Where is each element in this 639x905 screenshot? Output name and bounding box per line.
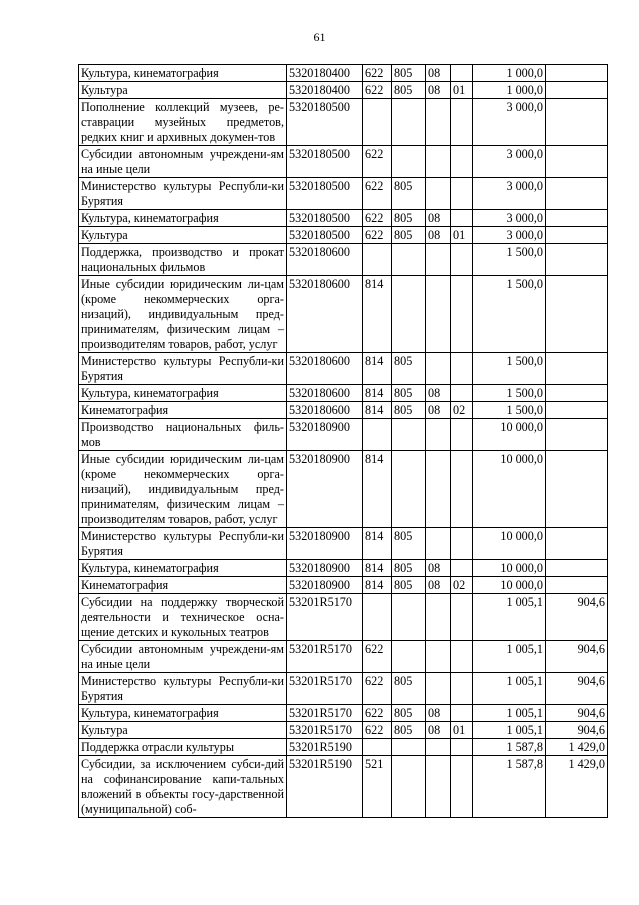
expense-type-cell: 814 [363, 528, 392, 560]
row-name-cell: Министерство культуры Республи-ки Бурятия [79, 528, 287, 560]
amount-cell: 1 005,1 [473, 722, 546, 739]
table-row [79, 244, 608, 276]
table-row [79, 451, 608, 528]
section-cell [426, 673, 451, 705]
target-code-cell: 53201R5170 [287, 673, 363, 705]
table-row [79, 577, 608, 594]
expense-type-cell: 814 [363, 560, 392, 577]
row-name-cell: Производство национальных филь-мов [79, 419, 287, 451]
subsection-cell [451, 419, 473, 451]
table-row [79, 65, 608, 82]
amount-cell: 3 000,0 [473, 227, 546, 244]
subsection-cell [451, 560, 473, 577]
ministry-code-cell: 805 [392, 178, 426, 210]
federal-amount-cell [546, 385, 608, 402]
row-name-cell: Субсидии на поддержку творческой деятельности и техническое осна-щение детских и кукольных театров [79, 594, 287, 641]
subsection-cell [451, 276, 473, 353]
expense-type-cell: 622 [363, 65, 392, 82]
expense-type-cell: 622 [363, 178, 392, 210]
target-code-cell: 5320180900 [287, 419, 363, 451]
subsection-cell [451, 178, 473, 210]
target-code-cell: 53201R5190 [287, 739, 363, 756]
section-cell [426, 178, 451, 210]
budget-table-body [79, 65, 608, 818]
row-name-cell: Поддержка, производство и прокат национальных фильмов [79, 244, 287, 276]
section-cell [426, 419, 451, 451]
ministry-code-cell [392, 756, 426, 818]
table-row [79, 705, 608, 722]
expense-type-cell [363, 594, 392, 641]
table-row [79, 419, 608, 451]
amount-cell: 1 587,8 [473, 756, 546, 818]
ministry-code-cell [392, 641, 426, 673]
row-name-cell: Культура, кинематография [79, 65, 287, 82]
table-row [79, 353, 608, 385]
expense-type-cell [363, 99, 392, 146]
row-name-cell: Субсидии автономным учреждени-ям на иные цели [79, 641, 287, 673]
ministry-code-cell: 805 [392, 353, 426, 385]
federal-amount-cell [546, 210, 608, 227]
expense-type-cell: 814 [363, 353, 392, 385]
ministry-code-cell: 805 [392, 673, 426, 705]
target-code-cell: 5320180500 [287, 210, 363, 227]
ministry-code-cell: 805 [392, 402, 426, 419]
ministry-code-cell: 805 [392, 65, 426, 82]
section-cell: 08 [426, 385, 451, 402]
expense-type-cell: 814 [363, 385, 392, 402]
expense-type-cell: 622 [363, 722, 392, 739]
section-cell: 08 [426, 82, 451, 99]
amount-cell: 1 005,1 [473, 641, 546, 673]
row-name-cell: Культура, кинематография [79, 705, 287, 722]
page-number: 61 [313, 30, 326, 44]
row-name-cell: Культура, кинематография [79, 385, 287, 402]
subsection-cell: 02 [451, 577, 473, 594]
subsection-cell: 02 [451, 402, 473, 419]
target-code-cell: 53201R5170 [287, 722, 363, 739]
section-cell: 08 [426, 402, 451, 419]
subsection-cell [451, 99, 473, 146]
ministry-code-cell [392, 99, 426, 146]
amount-cell: 10 000,0 [473, 577, 546, 594]
section-cell [426, 594, 451, 641]
ministry-code-cell: 805 [392, 705, 426, 722]
expense-type-cell: 622 [363, 641, 392, 673]
table-row [79, 528, 608, 560]
row-name-cell: Кинематография [79, 402, 287, 419]
section-cell [426, 353, 451, 385]
section-cell [426, 739, 451, 756]
ministry-code-cell: 805 [392, 528, 426, 560]
amount-cell: 1 005,1 [473, 673, 546, 705]
expense-type-cell: 622 [363, 705, 392, 722]
row-name-cell: Кинематография [79, 577, 287, 594]
table-row [79, 99, 608, 146]
table-row [79, 641, 608, 673]
amount-cell: 3 000,0 [473, 178, 546, 210]
ministry-code-cell [392, 594, 426, 641]
federal-amount-cell [546, 276, 608, 353]
section-cell [426, 756, 451, 818]
target-code-cell: 53201R5170 [287, 641, 363, 673]
ministry-code-cell: 805 [392, 722, 426, 739]
table-row [79, 82, 608, 99]
row-name-cell: Культура [79, 722, 287, 739]
section-cell [426, 451, 451, 528]
row-name-cell: Культура, кинематография [79, 210, 287, 227]
table-row [79, 276, 608, 353]
target-code-cell: 5320180400 [287, 82, 363, 99]
federal-amount-cell [546, 528, 608, 560]
subsection-cell [451, 385, 473, 402]
ministry-code-cell: 805 [392, 82, 426, 99]
expense-type-cell: 622 [363, 227, 392, 244]
section-cell [426, 244, 451, 276]
subsection-cell [451, 641, 473, 673]
amount-cell: 10 000,0 [473, 451, 546, 528]
target-code-cell: 5320180900 [287, 577, 363, 594]
federal-amount-cell [546, 402, 608, 419]
amount-cell: 3 000,0 [473, 146, 546, 178]
row-name-cell: Пополнение коллекций музеев, ре-ставрации музейных предметов, редких книг и архивных докумен-тов [79, 99, 287, 146]
target-code-cell: 5320180900 [287, 528, 363, 560]
expense-type-cell: 521 [363, 756, 392, 818]
subsection-cell: 01 [451, 227, 473, 244]
amount-cell: 3 000,0 [473, 210, 546, 227]
target-code-cell: 5320180500 [287, 178, 363, 210]
federal-amount-cell: 1 429,0 [546, 739, 608, 756]
subsection-cell: 01 [451, 82, 473, 99]
target-code-cell: 5320180500 [287, 146, 363, 178]
federal-amount-cell [546, 577, 608, 594]
expense-type-cell [363, 739, 392, 756]
amount-cell: 1 500,0 [473, 402, 546, 419]
expense-type-cell: 622 [363, 146, 392, 178]
subsection-cell [451, 705, 473, 722]
ministry-code-cell: 805 [392, 385, 426, 402]
amount-cell: 1 000,0 [473, 65, 546, 82]
table-row [79, 385, 608, 402]
target-code-cell: 5320180600 [287, 402, 363, 419]
target-code-cell: 53201R5190 [287, 756, 363, 818]
amount-cell: 1 500,0 [473, 244, 546, 276]
subsection-cell [451, 594, 473, 641]
budget-table [78, 64, 608, 818]
section-cell [426, 641, 451, 673]
target-code-cell: 5320180400 [287, 65, 363, 82]
section-cell: 08 [426, 560, 451, 577]
expense-type-cell: 814 [363, 276, 392, 353]
row-name-cell: Культура [79, 227, 287, 244]
row-name-cell: Субсидии, за исключением субси-дий на софинансирование капи-тальных вложений в объекты госу-дарственной (муниципальной) соб- [79, 756, 287, 818]
table-row [79, 560, 608, 577]
target-code-cell: 53201R5170 [287, 594, 363, 641]
amount-cell: 10 000,0 [473, 419, 546, 451]
subsection-cell: 01 [451, 722, 473, 739]
expense-type-cell: 622 [363, 673, 392, 705]
ministry-code-cell [392, 146, 426, 178]
amount-cell: 10 000,0 [473, 528, 546, 560]
row-name-cell: Министерство культуры Республи-ки Бурятия [79, 353, 287, 385]
table-row [79, 722, 608, 739]
section-cell: 08 [426, 705, 451, 722]
table-row [79, 594, 608, 641]
section-cell [426, 528, 451, 560]
amount-cell: 1 000,0 [473, 82, 546, 99]
subsection-cell [451, 739, 473, 756]
row-name-cell: Иные субсидии юридическим ли-цам (кроме некоммерческих орга-низаций), индивидуальным пред-принимателям, физическим лицам – производителям товаров, работ, услуг [79, 276, 287, 353]
federal-amount-cell [546, 451, 608, 528]
federal-amount-cell: 904,6 [546, 641, 608, 673]
amount-cell: 3 000,0 [473, 99, 546, 146]
row-name-cell: Министерство культуры Республи-ки Бурятия [79, 178, 287, 210]
expense-type-cell [363, 419, 392, 451]
ministry-code-cell: 805 [392, 560, 426, 577]
target-code-cell: 5320180600 [287, 385, 363, 402]
federal-amount-cell [546, 560, 608, 577]
expense-type-cell: 814 [363, 402, 392, 419]
federal-amount-cell [546, 353, 608, 385]
amount-cell: 1 005,1 [473, 705, 546, 722]
subsection-cell [451, 210, 473, 227]
federal-amount-cell [546, 82, 608, 99]
row-name-cell: Культура [79, 82, 287, 99]
row-name-cell: Культура, кинематография [79, 560, 287, 577]
federal-amount-cell [546, 146, 608, 178]
section-cell [426, 146, 451, 178]
ministry-code-cell [392, 276, 426, 353]
federal-amount-cell: 904,6 [546, 722, 608, 739]
federal-amount-cell: 904,6 [546, 705, 608, 722]
federal-amount-cell [546, 99, 608, 146]
subsection-cell [451, 756, 473, 818]
federal-amount-cell [546, 244, 608, 276]
federal-amount-cell [546, 178, 608, 210]
expense-type-cell: 622 [363, 210, 392, 227]
amount-cell: 1 587,8 [473, 739, 546, 756]
ministry-code-cell [392, 739, 426, 756]
ministry-code-cell: 805 [392, 210, 426, 227]
target-code-cell: 5320180600 [287, 244, 363, 276]
federal-amount-cell: 1 429,0 [546, 756, 608, 818]
expense-type-cell [363, 244, 392, 276]
target-code-cell: 5320180900 [287, 451, 363, 528]
target-code-cell: 5320180600 [287, 353, 363, 385]
federal-amount-cell [546, 65, 608, 82]
subsection-cell [451, 673, 473, 705]
ministry-code-cell [392, 451, 426, 528]
table-row [79, 402, 608, 419]
table-row [79, 673, 608, 705]
federal-amount-cell: 904,6 [546, 594, 608, 641]
row-name-cell: Субсидии автономным учреждени-ям на иные цели [79, 146, 287, 178]
target-code-cell: 5320180600 [287, 276, 363, 353]
section-cell: 08 [426, 65, 451, 82]
target-code-cell: 53201R5170 [287, 705, 363, 722]
row-name-cell: Иные субсидии юридическим ли-цам (кроме некоммерческих орга-низаций), индивидуальным пред-принимателям, физическим лицам – производителям товаров, работ, услуг [79, 451, 287, 528]
table-row [79, 739, 608, 756]
expense-type-cell: 814 [363, 451, 392, 528]
subsection-cell [451, 451, 473, 528]
amount-cell: 10 000,0 [473, 560, 546, 577]
ministry-code-cell [392, 244, 426, 276]
row-name-cell: Министерство культуры Республи-ки Бурятия [79, 673, 287, 705]
expense-type-cell: 814 [363, 577, 392, 594]
subsection-cell [451, 146, 473, 178]
subsection-cell [451, 244, 473, 276]
section-cell: 08 [426, 210, 451, 227]
amount-cell: 1 005,1 [473, 594, 546, 641]
ministry-code-cell: 805 [392, 577, 426, 594]
amount-cell: 1 500,0 [473, 385, 546, 402]
federal-amount-cell [546, 419, 608, 451]
table-row [79, 756, 608, 818]
table-row [79, 227, 608, 244]
federal-amount-cell [546, 227, 608, 244]
section-cell: 08 [426, 722, 451, 739]
amount-cell: 1 500,0 [473, 276, 546, 353]
target-code-cell: 5320180500 [287, 227, 363, 244]
section-cell: 08 [426, 227, 451, 244]
federal-amount-cell: 904,6 [546, 673, 608, 705]
target-code-cell: 5320180900 [287, 560, 363, 577]
section-cell [426, 99, 451, 146]
row-name-cell: Поддержка отрасли культуры [79, 739, 287, 756]
section-cell: 08 [426, 577, 451, 594]
expense-type-cell: 622 [363, 82, 392, 99]
target-code-cell: 5320180500 [287, 99, 363, 146]
table-row [79, 210, 608, 227]
section-cell [426, 276, 451, 353]
table-row [79, 178, 608, 210]
table-row [79, 146, 608, 178]
subsection-cell [451, 528, 473, 560]
subsection-cell [451, 65, 473, 82]
subsection-cell [451, 353, 473, 385]
ministry-code-cell [392, 419, 426, 451]
amount-cell: 1 500,0 [473, 353, 546, 385]
ministry-code-cell: 805 [392, 227, 426, 244]
